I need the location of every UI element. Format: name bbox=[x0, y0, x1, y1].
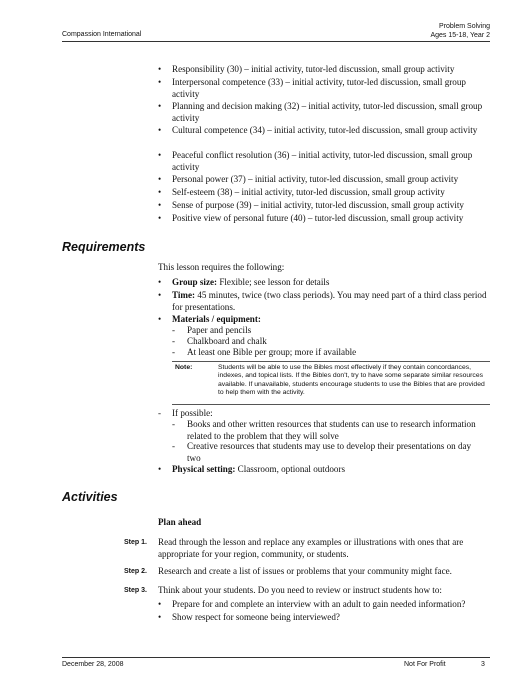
time-label: Time: bbox=[172, 290, 196, 300]
note-top-rule bbox=[172, 361, 490, 362]
list-item: • Prepare for and complete an interview with an adult to gain needed information? bbox=[158, 599, 466, 609]
header-subtitle: Ages 15-18, Year 2 bbox=[430, 32, 490, 39]
plan-ahead-heading: Plan ahead bbox=[158, 517, 202, 527]
note-label: Note: bbox=[175, 364, 193, 371]
footer-date: December 28, 2008 bbox=[62, 661, 124, 668]
physical-setting-item: • Physical setting: Classroom, optional outdoors bbox=[158, 464, 346, 474]
setting-text: Classroom, optional outdoors bbox=[235, 464, 346, 474]
header-title: Problem Solving bbox=[439, 23, 490, 30]
time-text: 45 minutes, twice (two class periods). You may need part of a third class period for presentations. bbox=[172, 290, 487, 312]
step-label: Step 3. bbox=[124, 587, 147, 594]
resource-entry: - Creative resources that students may use to develop their presentations on day two bbox=[172, 441, 472, 463]
list-item: • Positive view of personal future (40) – tutor-led discussion, small group activity bbox=[158, 213, 464, 223]
materials-entry: - At least one Bible per group; more if available bbox=[172, 347, 357, 357]
time-item: • Time: 45 minutes, twice (two class periods). You may need part of a third class period for presentations. bbox=[158, 290, 487, 312]
step-label: Step 1. bbox=[124, 539, 147, 546]
materials-entry: - Chalkboard and chalk bbox=[172, 336, 267, 346]
if-possible-item: - If possible: bbox=[158, 408, 213, 418]
page-number: 3 bbox=[481, 661, 485, 668]
note-text: Students will be able to use the Bibles most effectively if they contain concordances, indexes, and topical lists. If the Bibles don't, try to have some separate similar resources available. If unavailable, students encourage students to use the Bibles that are provided to help them with the activity. bbox=[218, 364, 485, 397]
step-text: Read through the lesson and replace any examples or illustrations with ones that are appropriate for your region, community, or students. bbox=[158, 537, 464, 559]
list-item: • Personal power (37) – initial activity, tutor-led discussion, small group activity bbox=[158, 174, 459, 184]
materials-label: Materials / equipment: bbox=[172, 314, 261, 324]
list-item: • Planning and decision making (32) – initial activity, tutor-led discussion, small group activity bbox=[158, 101, 483, 123]
materials-item: • Materials / equipment: bbox=[158, 314, 261, 324]
header-divider bbox=[62, 41, 490, 42]
header-lesson-info bbox=[430, 22, 490, 40]
list-item: • Self-esteem (38) – initial activity, tutor-led discussion, small group activity bbox=[158, 187, 445, 197]
footer-divider bbox=[62, 657, 490, 658]
activities-heading: Activities bbox=[62, 490, 118, 504]
group-size-text: Flexible; see lesson for details bbox=[217, 277, 330, 287]
resource-entry: - Books and other written resources that students can use to research information related to the problem that they will solve bbox=[172, 419, 476, 441]
group-size-item: • Group size: Flexible; see lesson for details bbox=[158, 277, 330, 287]
step-label: Step 2. bbox=[124, 568, 147, 575]
list-item: • Interpersonal competence (33) – initial activity, tutor-led discussion, small group activity bbox=[158, 77, 466, 99]
header-organization: Compassion International bbox=[62, 31, 142, 38]
note-bottom-rule bbox=[172, 404, 490, 405]
footer-status: Not For Profit bbox=[404, 661, 446, 668]
setting-label: Physical setting: bbox=[172, 464, 236, 474]
list-item: • Peaceful conflict resolution (36) – initial activity, tutor-led discussion, small group activity bbox=[158, 150, 473, 172]
list-item: • Responsibility (30) – initial activity, tutor-led discussion, small group activity bbox=[158, 64, 455, 74]
group-size-label: Group size: bbox=[172, 277, 218, 287]
requirements-heading: Requirements bbox=[62, 240, 146, 254]
list-item: • Show respect for someone being interviewed? bbox=[158, 612, 340, 622]
requirements-intro: This lesson requires the following: bbox=[158, 262, 285, 272]
step-text: Think about your students. Do you need to review or instruct students how to: bbox=[158, 585, 442, 595]
materials-entry: - Paper and pencils bbox=[172, 325, 252, 335]
list-item: • Cultural competence (34) – initial activity, tutor-led discussion, small group activity bbox=[158, 125, 478, 135]
step-text: Research and create a list of issues or problems that your community might face. bbox=[158, 566, 452, 576]
list-item: • Sense of purpose (39) – initial activity, tutor-led discussion, small group activity bbox=[158, 200, 464, 210]
